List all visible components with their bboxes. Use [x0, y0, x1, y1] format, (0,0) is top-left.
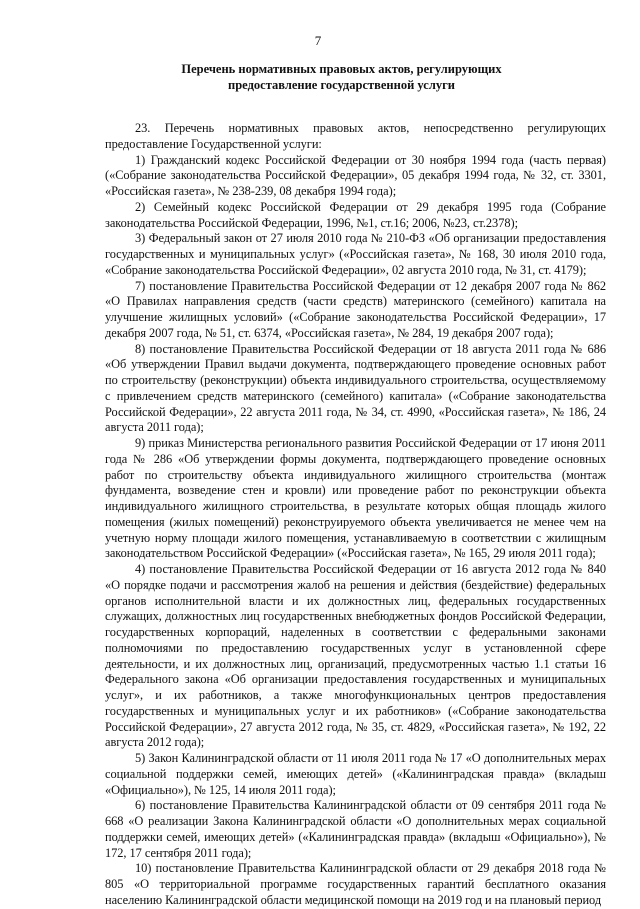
- paragraph: 6) постановление Правительства Калининградской области от 09 сентября 2011 года № 668 «О реализации Закона Калининградской области «О дополнительных мерах социальной поддержки семей, имеющих детей» («Калининградская правда» (вкладыш «Официально»), № 172, 17 сентября 2011 года);: [105, 798, 606, 860]
- section-heading: [77, 61, 606, 93]
- paragraph: 9) приказ Министерства регионального развития Российской Федерации от 17 июня 2011 года № 286 «Об утверждении формы документа, подтверждающего проведение основных работ по строительству объекта индивидуального жилищного строительства (монтаж фундамента, возведение стен и кровли) или проведение работ по реконструкции объекта индивидуального жилищного строительства, в результате которых общая площадь жилого помещения (жилых помещений) реконструируемого объекта увеличивается не менее чем на учетную норму площади жилого помещения, устанавливаемую в соответствии с жилищным законодательством Российской Федерации» («Российская газета», № 165, 29 июля 2011 года);: [105, 436, 606, 561]
- paragraph: 23. Перечень нормативных правовых актов, непосредственно регулирующих предоставление Государственной услуги:: [105, 121, 606, 151]
- paragraph: 7) постановление Правительства Российской Федерации от 12 декабря 2007 года № 862 «О Правилах направления средств (части средств) материнского (семейного) капитала на улучшение жилищных условий» («Собрание законодательства Российской Федерации», 17 декабря 2007 года, № 51, ст. 6374, «Российская газета», № 284, 19 декабря 2007 года);: [105, 278, 606, 340]
- paragraph: 10) постановление Правительства Калининградской области от 29 декабря 2018 года № 805 «О территориальной программе государственных гарантий бесплатного оказания населению Калининградской области медицинской помощи на 2019 год и на плановый период: [105, 861, 606, 907]
- document-body: [105, 121, 606, 909]
- paragraph: 2) Семейный кодекс Российской Федерации от 29 декабря 1995 года (Собрание законодательства Российской Федерации, 1996, №1, ст.16; 2006, №23, ст.2378);: [105, 199, 606, 230]
- section-heading-line-2: предоставление государственной услуги: [228, 78, 455, 92]
- section-heading-line-1: Перечень нормативных правовых актов, регулирующих: [181, 62, 502, 76]
- paragraph: 1) Гражданский кодекс Российской Федерации от 30 ноября 1994 года (часть первая) («Собрание законодательства Российской Федерации», 05 декабря 1994 года, № 32, ст. 3301, «Российская газета», № 238-239, 08 декабря 1994 года);: [105, 152, 606, 198]
- paragraph: 3) Федеральный закон от 27 июля 2010 года № 210-ФЗ «Об организации предоставления государственных и муниципальных услуг» («Российская газета», № 168, 30 июля 2010 года, «Собрание законодательства Российской Федерации», 02 августа 2010 года, № 31, ст. 4179);: [105, 231, 606, 277]
- paragraph: 4) постановление Правительства Российской Федерации от 16 августа 2012 года № 840 «О порядке подачи и рассмотрения жалоб на решения и действия (бездействие) федеральных органов исполнительной власти и их должностных лиц, федеральных государственных служащих, должностных лиц государственных внебюджетных фондов Российской Федерации, государственных корпораций, наделенных в соответствии с федеральными законами полномочиями по предоставлению государственных услуг в установленной сфере деятельности, и их должностных лиц, организаций, предусмотренных частью 1.1 статьи 16 Федерального закона «Об организации предоставления государственных и муниципальных услуг», и их работников, а также многофункциональных центров предоставления государственных и муниципальных услуг и их работников» («Собрание законодательства Российской Федерации», 27 августа 2012 года, № 35, ст. 4829, «Российская газета», № 192, 22 августа 2012 года);: [105, 562, 606, 750]
- paragraph: 5) Закон Калининградской области от 11 июля 2011 года № 17 «О дополнительных мерах социальной поддержки семей, имеющих детей» («Калининградская правда» (вкладыш «Официально»), № 125, 14 июля 2011 года);: [105, 751, 606, 797]
- page-number: 7: [314, 33, 322, 48]
- paragraph: 8) постановление Правительства Российской Федерации от 18 августа 2011 года № 686 «Об утверждении Правил выдачи документа, подтверждающего проведение основных работ по строительству (реконструкции) объекта индивидуального строительства, осуществляемому с привлечением средств материнского (семейного) капитала» («Собрание законодательства Российской Федерации», 22 августа 2011 года, № 34, ст. 4990, «Российская газета», № 186, 24 августа 2011 года);: [105, 341, 606, 435]
